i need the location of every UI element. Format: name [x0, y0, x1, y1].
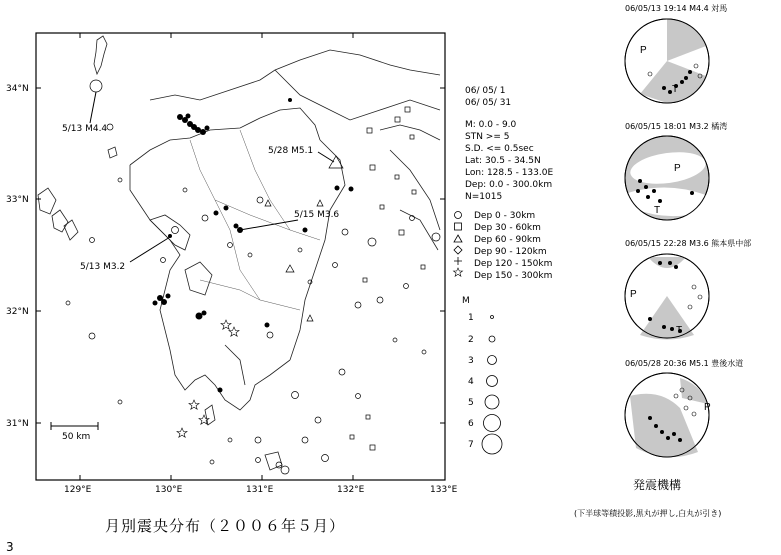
focal-mechanism-kumamoto: [620, 249, 715, 344]
lon-label-130: 130°E: [155, 485, 183, 495]
focal-mechanism-bungo: [620, 368, 715, 463]
fm-title-0: 06/05/13 19:14 M4.4 対馬: [625, 4, 728, 13]
page-number: 3: [6, 540, 14, 554]
param-date-to: 06/ 05/ 31: [465, 98, 512, 108]
focal-mechanism-tachibana: [620, 131, 715, 226]
lon-label-129: 129°E: [64, 485, 92, 495]
legend-plus-icon: [454, 257, 462, 265]
focal-mechanism-tsushima: [620, 14, 715, 109]
mag-3-icon: [488, 356, 497, 365]
map-ticks: [36, 33, 445, 480]
epicenters-shallow: [66, 80, 440, 474]
legend-square-icon: [455, 223, 462, 230]
mag-legend-6: 6: [468, 419, 474, 429]
param-count: N=1015: [465, 192, 503, 202]
mag-4-icon: [487, 376, 498, 387]
fm-p-label: P: [640, 45, 647, 56]
mag-legend-2: 2: [468, 335, 474, 345]
fm-title-1: 06/05/15 18:01 M3.2 橘湾: [625, 122, 728, 131]
scale-label: 50 km: [62, 432, 91, 442]
lon-label-132: 132°E: [337, 485, 365, 495]
param-magnitude: M: 0.0 - 9.0: [465, 120, 517, 130]
param-stations: STN >= 5: [465, 132, 510, 142]
mag-legend-symbols: [480, 305, 510, 455]
legend-star-icon: [454, 268, 463, 276]
epicenters-intermediate: [350, 107, 425, 450]
mag-legend-5: 5: [468, 398, 474, 408]
mag-legend-1: 1: [468, 313, 474, 323]
param-lon: Lon: 128.5 - 133.0E: [465, 168, 554, 178]
event-label-kumamoto: 5/15 M3.6: [294, 210, 340, 220]
mag-legend-3: 3: [468, 356, 474, 366]
fm-t-label: T: [676, 325, 683, 336]
map-frame: [36, 33, 445, 480]
depth-legend-4: Dep 120 - 150km: [474, 259, 553, 269]
coastlines: [38, 36, 440, 470]
lon-label-133: 133°E: [430, 485, 458, 495]
legend-triangle-icon: [454, 235, 462, 242]
fm-p-label: P: [704, 402, 711, 413]
mag-1-icon: [491, 316, 494, 319]
mag-7-icon: [482, 434, 502, 454]
epicenters-deepest: [177, 320, 239, 437]
lat-label-31: 31°N: [6, 419, 29, 429]
epicenters-deeper: [265, 156, 343, 321]
lon-label-131: 131°E: [246, 485, 274, 495]
param-lat: Lat: 30.5 - 34.5N: [465, 156, 541, 166]
depth-legend-5: Dep 150 - 300km: [474, 271, 553, 281]
mag-2-icon: [489, 336, 495, 342]
fm-t-label: T: [654, 205, 661, 216]
lat-label-34: 34°N: [6, 84, 29, 94]
depth-legend-0: Dep 0 - 30km: [474, 211, 536, 221]
depth-legend-3: Dep 90 - 120km: [474, 247, 547, 257]
mechanism-heading: 発震機構: [633, 478, 682, 492]
event-label-bungo: 5/28 M5.1: [268, 146, 314, 156]
param-sd: S.D. <= 0.5sec: [465, 144, 534, 154]
mechanism-note: (下半球等積投影,黒丸が押し,白丸が引き): [574, 509, 722, 518]
mag-6-icon: [484, 415, 501, 432]
mag-5-icon: [485, 395, 499, 409]
event-label-tsushima: 5/13 M4.4: [62, 124, 108, 134]
fm-title-3: 06/05/28 20:36 M5.1 豊後水道: [625, 359, 744, 368]
fm-p-label: P: [674, 163, 681, 174]
main-title: 月別震央分布（２００６年５月）: [105, 517, 346, 535]
fm-t-label: T: [672, 84, 679, 95]
param-depth: Dep: 0.0 - 300.0km: [465, 180, 553, 190]
depth-legend-symbols: [450, 210, 472, 290]
callout-lines: [90, 92, 334, 262]
fm-title-2: 06/05/15 22:28 M3.6 熊本県中部: [625, 239, 752, 248]
param-date-from: 06/ 05/ 1: [465, 86, 506, 96]
fm-p-label: P: [630, 289, 637, 300]
legend-diamond-icon: [454, 246, 462, 254]
lat-label-33: 33°N: [6, 195, 29, 205]
mag-legend-4: 4: [468, 377, 474, 387]
mag-legend-title: M: [462, 296, 470, 306]
depth-legend-1: Dep 30 - 60km: [474, 223, 541, 233]
depth-legend-2: Dep 60 - 90km: [474, 235, 541, 245]
scale-bar: [51, 422, 98, 430]
event-label-tachibana: 5/13 M3.2: [80, 262, 126, 272]
mag-legend-7: 7: [468, 440, 474, 450]
lat-label-32: 32°N: [6, 307, 29, 317]
legend-circle-icon: [455, 212, 462, 219]
